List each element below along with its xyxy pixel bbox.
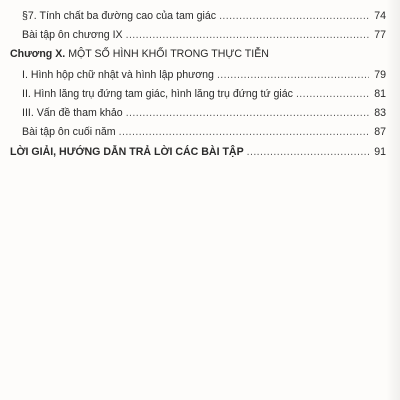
- toc-entry-page: 79: [374, 69, 386, 81]
- toc-entry-section-7: [22, 10, 386, 23]
- toc-entry-page: 91: [374, 146, 386, 158]
- toc-entry-label: §7. Tính chất ba đường cao của tam giác: [22, 10, 217, 22]
- chapter-title: MỘT SỐ HÌNH KHỐI TRONG THỰC TIỄN: [68, 48, 269, 60]
- leader-dots: [247, 146, 369, 159]
- toc-entry-label: Bài tập ôn cuối năm: [22, 126, 116, 138]
- toc-entry-year-end-review: [22, 126, 386, 139]
- toc-entry-page: 83: [374, 107, 386, 119]
- leader-dots: [119, 126, 369, 139]
- toc-entry-label: LỜI GIẢI, HƯỚNG DẪN TRẢ LỜI CÁC BÀI TẬP: [10, 146, 244, 158]
- chapter-number: Chương X.: [10, 48, 66, 60]
- leader-dots: [296, 88, 369, 101]
- toc-entry-label: III. Vấn đề tham khảo: [22, 107, 123, 119]
- toc-entry-chapter-10-part-3: [22, 107, 386, 120]
- leader-dots: [217, 69, 369, 82]
- toc-entry-page: 77: [374, 29, 386, 41]
- toc-entry-review-chapter-9: [22, 29, 386, 42]
- toc-entry-label: II. Hình lăng trụ đứng tam giác, hình lăng trụ đứng tứ giác: [22, 88, 293, 100]
- toc-entry-page: 87: [374, 126, 386, 138]
- toc-entry-label: I. Hình hộp chữ nhật và hình lập phương: [22, 69, 214, 81]
- page-fold-shadow: [386, 0, 400, 400]
- toc-entry-label: Bài tập ôn chương IX: [22, 29, 123, 41]
- toc-entry-page: 81: [374, 88, 386, 100]
- toc-entry-chapter-10-part-2: [22, 88, 386, 101]
- toc-entry-page: 74: [374, 10, 386, 22]
- leader-dots: [219, 10, 369, 23]
- toc-entry-solutions: [10, 146, 386, 159]
- leader-dots: [126, 29, 369, 42]
- leader-dots: [126, 107, 369, 120]
- chapter-heading: [10, 48, 269, 61]
- toc-entry-chapter-10-part-1: [22, 69, 386, 82]
